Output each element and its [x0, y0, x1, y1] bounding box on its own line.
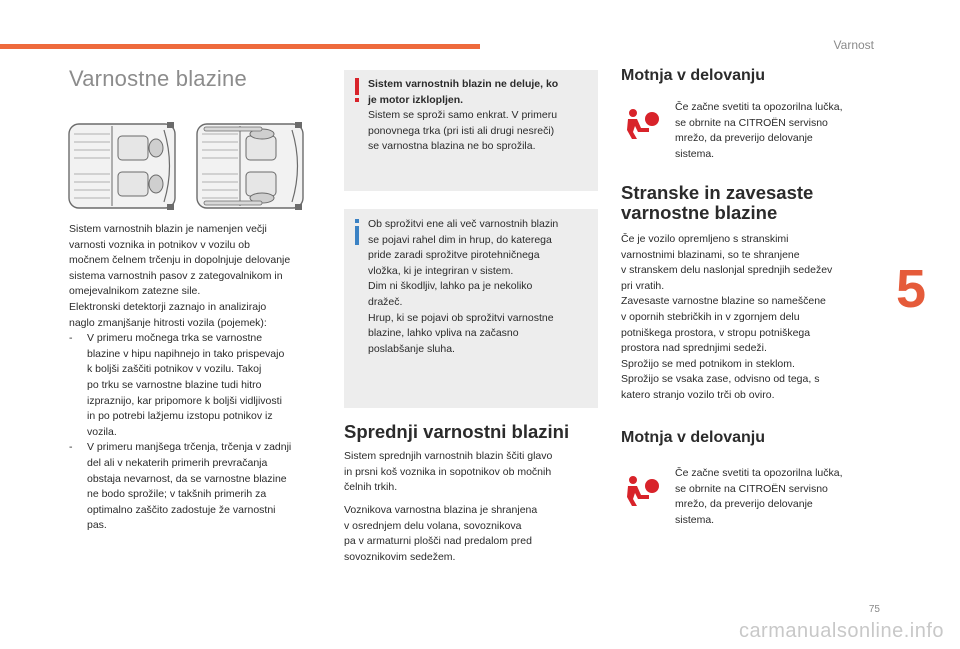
- page-title: Varnostne blazine: [69, 66, 247, 91]
- warning-box: [344, 70, 598, 191]
- list-item: [69, 440, 331, 534]
- text-line: močnem čelnem trčenju in dopolnjuje delovanje: [69, 254, 291, 267]
- intro-text: [69, 222, 331, 534]
- text-line: dražeč.: [368, 295, 403, 308]
- text-line: po trku se varnostne blazine tudi hitro: [87, 378, 262, 391]
- text-line: v stranskem delu naslonjal sprednjih sedežev: [621, 264, 833, 277]
- text-line: ponovnega trka (pri isti ali drugi nesreči): [368, 124, 555, 137]
- text-line: omejevalnikom zatezne sile.: [69, 285, 201, 298]
- text-line: mrežo, da preverijo delovanje: [675, 498, 813, 511]
- text-line: v osrednjem delu volana, sovoznikova: [344, 519, 522, 532]
- text-line: poslabšanje sluha.: [368, 342, 455, 355]
- text-line: Ob sprožitvi ene ali več varnostnih blazin: [368, 218, 559, 230]
- text-line: vozila.: [87, 425, 117, 438]
- fault-text-1: [675, 100, 875, 162]
- text-line: se obrnite na CITROËN servisno: [675, 116, 828, 129]
- text-line: čelnih trkih.: [344, 481, 398, 494]
- side-airbags-heading: [621, 183, 813, 223]
- text-line: Sistem varnostnih blazin je namenjen večji: [69, 223, 267, 235]
- text-line: V primeru močnega trka se varnostne: [87, 332, 263, 345]
- text-line: sistema.: [675, 147, 715, 160]
- text-line: del ali v nekaterih primerih prevračanja: [87, 456, 268, 469]
- list-item: [69, 331, 331, 440]
- text-line: varnostnimi blazinami, so te shranjene: [621, 248, 800, 261]
- text-line: se varnostna blazina ne bo sprožila.: [368, 140, 536, 153]
- side-airbags-text: [621, 232, 875, 404]
- text-line: ne bodo sprožile; v takšnih primerih za: [87, 488, 267, 501]
- airbag-warning-icon: [623, 108, 661, 140]
- dash-bullet: -: [69, 332, 73, 345]
- airbag-warning-icon: [623, 475, 661, 507]
- text-line: prostora nad sprednjimi sedeži.: [621, 342, 767, 355]
- text-line: blazine v hipu napihnejo in tako prispevajo: [87, 347, 285, 360]
- text-line: Dim ni škodljiv, lahko pa je nekoliko: [368, 280, 533, 293]
- text-line: Sistem se sproži samo enkrat. V primeru: [368, 109, 558, 122]
- van-topview-side-airbags: [196, 120, 306, 212]
- text-line: se obrnite na CITROËN servisno: [675, 482, 828, 495]
- text-line: v opornih stebričkih in v zgornjem delu: [621, 310, 800, 323]
- text-line: Če začne svetiti ta opozorilna lučka,: [675, 101, 843, 113]
- front-airbags-text-2: [344, 503, 598, 565]
- text-line: Če začne svetiti ta opozorilna lučka,: [675, 467, 843, 479]
- text-line: obstaja nevarnost, da se varnostne blazine: [87, 472, 287, 485]
- text-line: pa v armaturni plošči nad predalom pred: [344, 535, 532, 548]
- heading-line: Stranske in zavesaste: [621, 182, 814, 203]
- warning-icon: [352, 78, 362, 104]
- text-line: varnosti voznika in potnikov v vozilu ob: [69, 238, 250, 251]
- front-airbags-heading: Sprednji varnostni blazini: [344, 421, 570, 442]
- text-line: pri vratih.: [621, 279, 665, 292]
- text-line: sistema varnostnih pasov z zategovalnikom in: [69, 269, 283, 282]
- text-line: Če je vozilo opremljeno s stranskimi: [621, 233, 789, 245]
- text-line: mrežo, da preverijo delovanje: [675, 132, 813, 145]
- text-line: V primeru manjšega trčenja, trčenja v zadnji: [87, 441, 292, 454]
- text-line: Voznikova varnostna blazina je shranjena: [344, 504, 538, 516]
- text-line: k boljši zaščiti potnikov v vozilu. Takoj: [87, 363, 262, 376]
- text-line: optimalno zaščito zadostuje že varnostni: [87, 503, 276, 516]
- van-topview-front-airbags: [68, 120, 178, 212]
- dash-bullet: -: [69, 441, 73, 454]
- text-line: sistema.: [675, 513, 715, 526]
- text-line: Hrup, ki se pojavi ob sprožitvi varnostne: [368, 311, 554, 324]
- text-line: naglo zmanjšanje hitrosti vozila (pojemek):: [69, 316, 267, 329]
- text-line: Zavesaste varnostne blazine so nameščene: [621, 295, 826, 308]
- text-line: pride zaradi sprožitve pirotehničnega: [368, 249, 540, 262]
- info-icon: [352, 219, 362, 247]
- chapter-number: 5: [896, 259, 927, 319]
- text-line: potniškega prostora, v stropu potniškega: [621, 326, 811, 339]
- page-number: 75: [868, 604, 880, 615]
- text-line: in prsni koš voznika in sopotnikov ob močnih: [344, 465, 552, 478]
- text-line: Sistem sprednjih varnostnih blazin ščiti glavo: [344, 450, 553, 462]
- text-line: vložka, ki je integriran v sistem.: [368, 264, 514, 277]
- front-airbags-text-1: [344, 449, 598, 496]
- text-line: in po potrebi lažjemu izstopu potnikov iz: [87, 410, 273, 423]
- text-line: se pojavi rahel dim in hrup, do katerega: [368, 233, 552, 246]
- warning-bold-line: je motor izklopljen.: [368, 93, 464, 106]
- fault-text-2: [675, 466, 875, 528]
- header-accent-bar: [0, 44, 480, 49]
- text-line: sovoznikovim sedežem.: [344, 550, 456, 563]
- warning-bold-line: Sistem varnostnih blazin ne deluje, ko: [368, 78, 559, 90]
- text-line: blazine, lahko vpliva na začasno: [368, 327, 519, 340]
- info-box: [344, 209, 598, 408]
- fault-heading-2: Motnja v delovanju: [621, 429, 766, 446]
- text-line: katero stranjo vozilo trči ob oviro.: [621, 388, 775, 401]
- text-line: izpraznijo, kar pripomore k boljši vidljivosti: [87, 394, 282, 407]
- text-line: Sprožijo se vsaka zase, odvisno od tega, s: [621, 373, 820, 386]
- section-name: Varnost: [833, 38, 874, 52]
- heading-line: varnostne blazine: [621, 202, 778, 223]
- text-line: Sprožijo se med potnikom in steklom.: [621, 357, 795, 370]
- text-line: pas.: [87, 519, 107, 532]
- text-line: Elektronski detektorji zaznajo in analizirajo: [69, 300, 267, 313]
- fault-heading-1: Motnja v delovanju: [621, 67, 766, 84]
- watermark: carmanualsonline.info: [738, 620, 944, 642]
